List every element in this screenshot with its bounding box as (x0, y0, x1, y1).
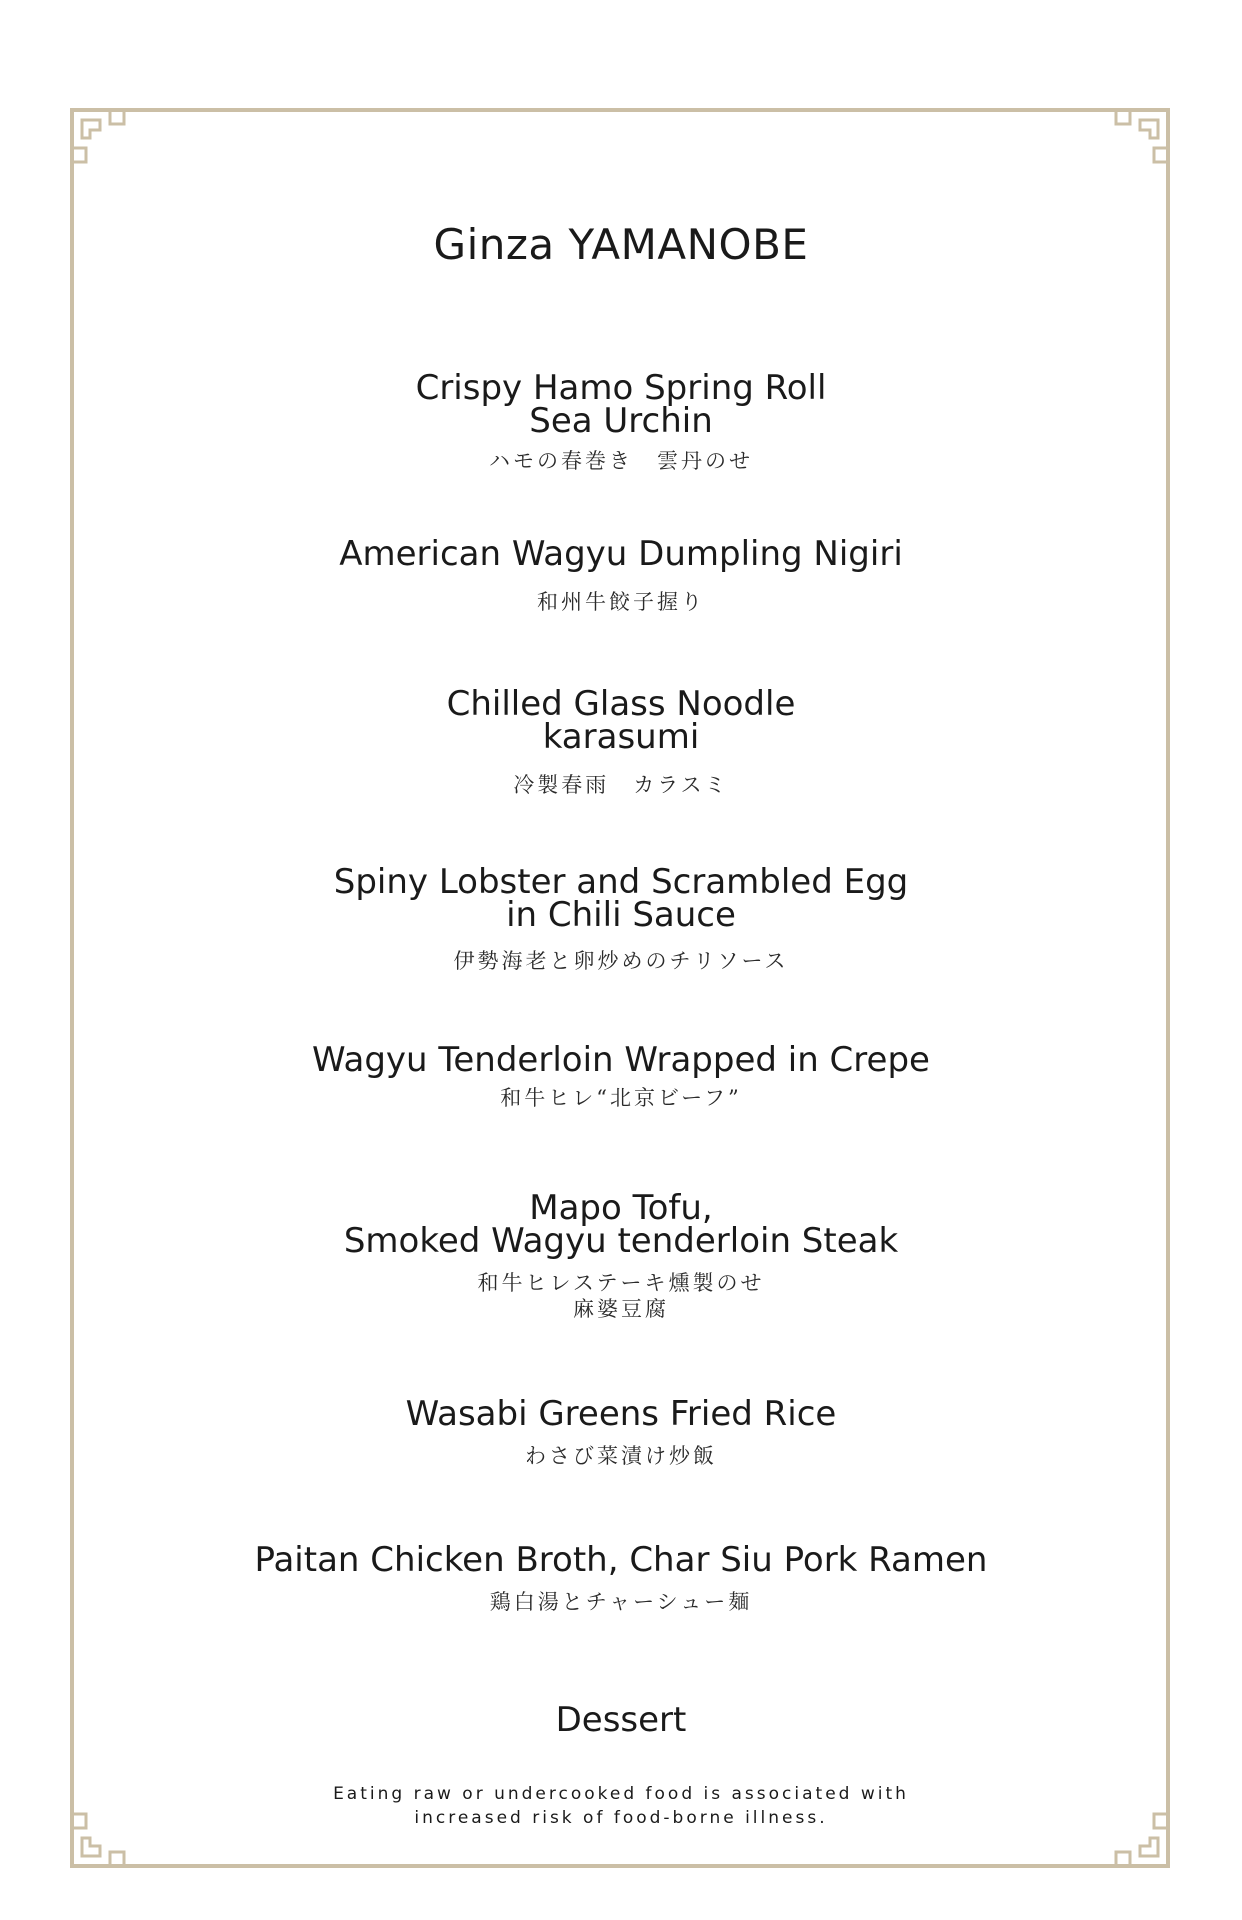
course-name-en: Chilled Glass Noodle karasumi (446, 684, 796, 757)
restaurant-title: Ginza YAMANOBE (433, 220, 809, 269)
dessert-label: Dessert (555, 1700, 687, 1740)
course-name-jp: 和牛ヒレ“北京ビーフ” (500, 1086, 742, 1110)
course-name-en: Spiny Lobster and Scrambled Egg in Chili Sauce (333, 862, 909, 935)
course-name-jp: 和州牛餃子握り (537, 590, 705, 614)
course-name-jp: わさび菜漬け炒飯 (525, 1444, 717, 1468)
course-item (0, 1394, 1242, 1469)
course-name-en: Paitan Chicken Broth, Char Siu Pork Ramen (254, 1540, 988, 1580)
course-item (0, 1540, 1242, 1615)
course-name-en: Mapo Tofu, Smoked Wagyu tenderloin Steak (343, 1188, 899, 1261)
course-name-en: Wagyu Tenderloin Wrapped in Crepe (312, 1040, 930, 1080)
course-item (0, 534, 1242, 615)
course-item (0, 684, 1242, 798)
course-item (0, 1040, 1242, 1111)
course-name-jp: 和牛ヒレステーキ燻製のせ 麻婆豆腐 (477, 1271, 765, 1321)
course-item (0, 1188, 1242, 1322)
course-name-en: American Wagyu Dumpling Nigiri (339, 534, 903, 574)
course-name-en: Wasabi Greens Fried Rice (405, 1394, 837, 1434)
course-name-jp: 鶏白湯とチャーシュー麺 (489, 1590, 753, 1614)
course-name-jp: 伊勢海老と卵炒めのチリソース (453, 949, 789, 973)
food-safety-notice: Eating raw or undercooked food is associated with increased risk of food-borne illness. (333, 1784, 909, 1828)
course-name-jp: 冷製春雨 カラスミ (513, 773, 729, 797)
corner-ornament-top-left (70, 108, 156, 194)
corner-ornament-top-right (1084, 108, 1170, 194)
course-name-jp: ハモの春巻き 雲丹のせ (489, 449, 753, 473)
course-item (0, 862, 1242, 974)
course-item (0, 368, 1242, 474)
course-name-en: Crispy Hamo Spring Roll Sea Urchin (415, 368, 827, 441)
